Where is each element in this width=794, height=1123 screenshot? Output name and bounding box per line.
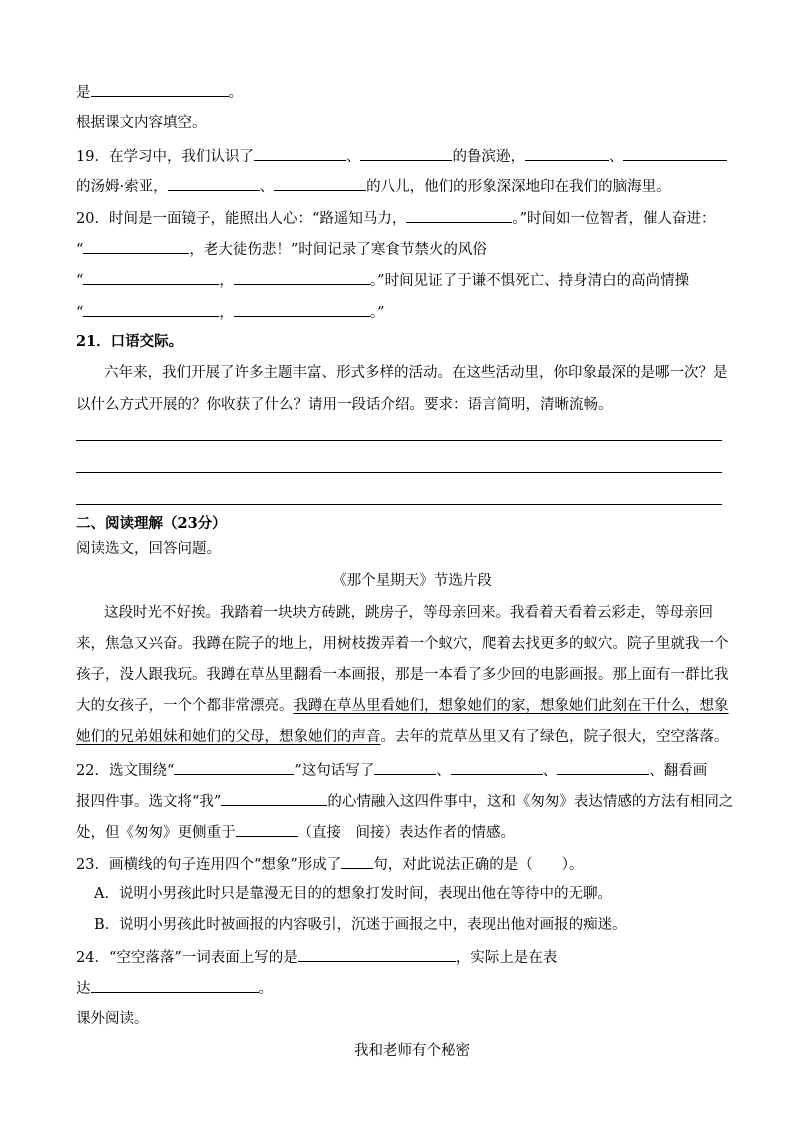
answer-blank[interactable] [168,176,260,191]
answer-blank[interactable] [298,947,456,962]
q20-line3: “ ， 。”时间见证了于谦不惧死亡、持身清白的高尚情操 [76,270,689,290]
q23-option-b[interactable]: B．说明小男孩此时被画报的内容吸引，沉迷于画报之中，表现出他对画报的痴迷。 [94,917,627,933]
answer-blank[interactable] [83,239,189,254]
writing-line[interactable] [76,504,722,505]
q19-line2: 的汤姆·索亚， 、 的八儿，他们的形象深深地印在我们的脑海里。 [76,176,671,196]
passage-line: 这段时光不好挨。我踏着一块块方砖跳，跳房子，等母亲回来。我看着天看着云彩走，等母亲回 [104,605,713,621]
answer-blank[interactable] [91,82,229,97]
answer-blank[interactable] [360,146,452,161]
answer-blank[interactable] [174,760,294,775]
q21-title: 21．口语交际。 [76,333,184,350]
answer-blank[interactable] [274,176,366,191]
answer-blank[interactable] [254,146,346,161]
q22-line3: 处，但《匆匆》更侧重于 （直接 间接）表达作者的情感。 [76,822,515,842]
answer-blank[interactable] [341,854,373,869]
q20-line4: “ ， 。” [76,302,385,322]
q22-line1: 22．选文围绕“ ”这句话写了 、 、 、翻看画 [76,760,707,780]
section-heading: 二、阅读理解（23分） [76,515,227,532]
answer-blank[interactable] [83,270,219,285]
q23-stem: 23．画横线的句子连用四个“想象”形成了 句，对此说法正确的是（ ）。 [76,854,584,874]
passage-line: 大的女孩子，一个个都非常漂亮。我蹲在草丛里看她们，想象她们的家，想象她们此刻在干什么，想象 [76,698,729,714]
writing-line[interactable] [76,472,722,473]
answer-blank[interactable] [236,822,298,837]
answer-blank[interactable] [83,302,219,317]
underlined-sentence: 她们的兄弟姐妹和她们的父母，想象她们的声音 [76,729,381,745]
answer-blank[interactable] [451,760,543,775]
q24-line1: 24．“空空落落”一词表面上写的是 ，实际上是在表 [76,947,557,967]
extra-reading-title: 我和老师有个秘密 [354,1043,470,1059]
section-instruction: 阅读选文，回答问题。 [76,541,221,557]
answer-blank[interactable] [623,146,727,161]
q21-prompt-line2: 以什么方式开展的？你收获了什么？请用一段话介绍。要求：语言简明，清晰流畅。 [76,397,613,413]
passage-line: 她们的兄弟姐妹和她们的父母，想象她们的声音。去年的荒草丛里又有了绿色，院子很大，空空落落。 [76,729,729,745]
answer-blank[interactable] [91,978,259,993]
answer-blank[interactable] [406,208,512,223]
q20-line2: “ ，老大徒伤悲！”时间记录了寒食节禁火的风俗 [76,239,487,259]
q23-option-a[interactable]: A．说明小男孩此时只是靠漫无目的的想象打发时间，表现出他在等待中的无聊。 [94,886,612,902]
q21-prompt-line1: 六年来，我们开展了许多主题丰富、形式多样的活动。在这些活动里，你印象最深的是哪一次？是 [104,365,728,381]
answer-blank[interactable] [374,760,436,775]
answer-blank[interactable] [557,760,649,775]
answer-blank[interactable] [234,270,370,285]
answer-blank[interactable] [525,146,609,161]
fill-instruction: 根据课文内容填空。 [76,115,207,131]
q22-line2: 报四件事。选文将“我” 的心情融入这四件事中，这和《匆匆》表达情感的方法有相同之 [76,791,733,811]
underlined-sentence: 我蹲在草丛里看她们，想象她们的家，想象她们此刻在干什么，想象 [293,698,729,714]
q18-tail: 是 。 [76,82,243,102]
extra-reading-label: 课外阅读。 [76,1011,149,1027]
answer-blank[interactable] [234,302,370,317]
q20-line1: 20．时间是一面镜子，能照出人心：“路遥知马力， 。”时间如一位智者，催人奋进： [76,208,716,228]
q24-line2: 达 。 [76,978,273,998]
passage-line: 来，焦急又兴奋。我蹲在院子的地上，用树枝拨弄着一个蚁穴，爬着去找更多的蚁穴。院子里就我一个 [76,636,729,652]
writing-line[interactable] [76,440,722,441]
passage-line: 孩子，没人跟我玩。我蹲在草丛里翻看一本画报，那是一本看了多少回的电影画报。那上面有一群比我 [76,667,729,683]
passage-title: 《那个星期天》节选片段 [332,573,492,589]
answer-blank[interactable] [221,791,327,806]
q19-line1: 19．在学习中，我们认识了 、 的鲁滨逊， 、 [76,146,727,166]
